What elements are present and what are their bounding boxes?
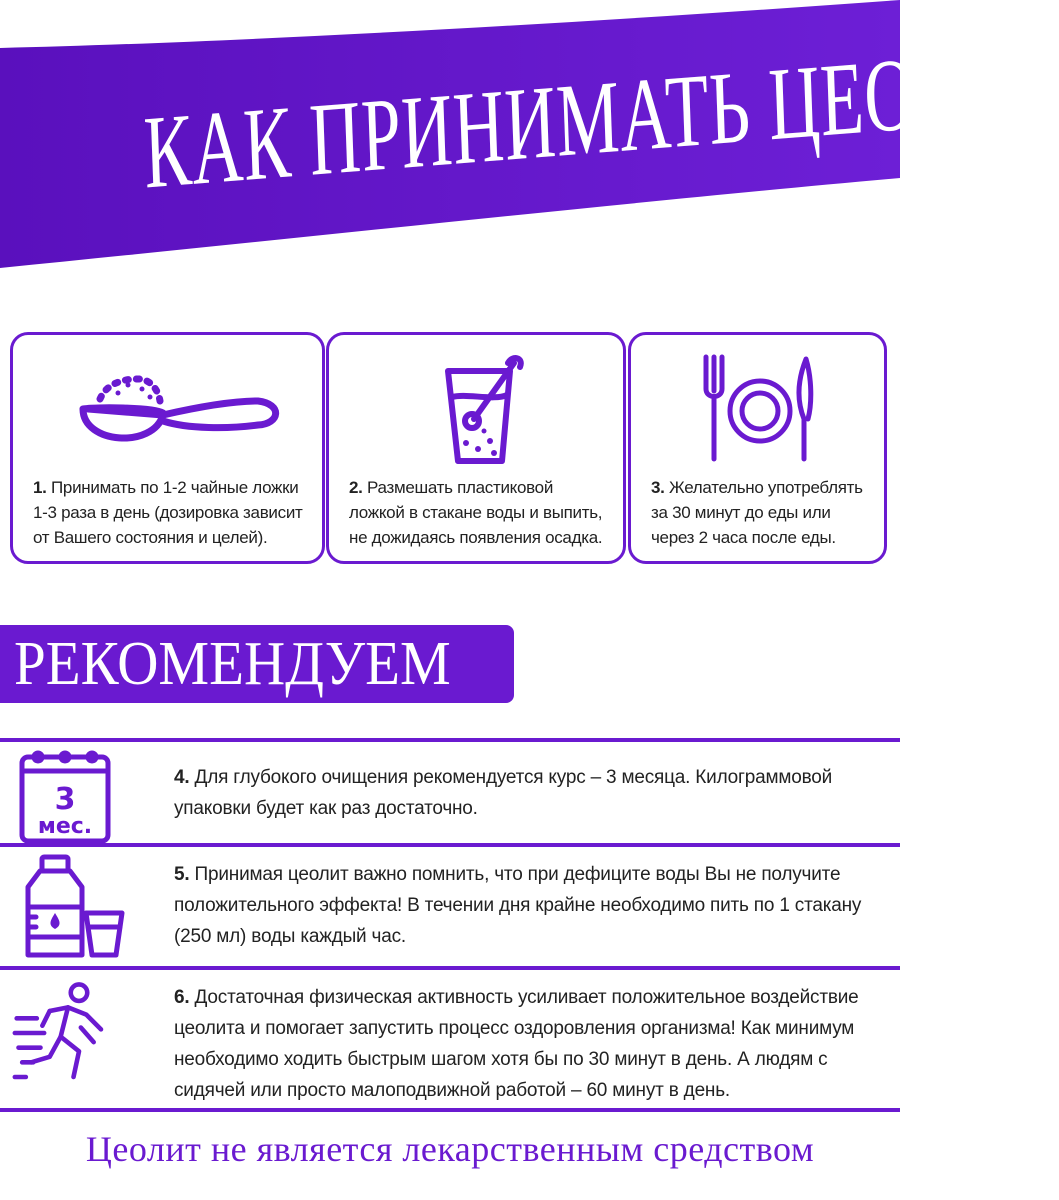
- row-4-text: 4. Для глубокого очищения рекомендуется курс – 3 месяца. Килограммовой упаковки будет как раз достаточно.: [174, 767, 833, 819]
- recommendation-row-6: [0, 970, 900, 1108]
- row-6-text: 6. Достаточная физическая активность усиливает положительное воздействие цеолита и помогает запустить процесс оздоровления организма! Как минимум необходимо ходить быстрым шагом хотя бы по 30 минут в день. А людям с сидячей или просто малоподвижной работой – 60 минут в день.: [174, 987, 859, 1101]
- water-bottle-icon: [8, 851, 128, 961]
- spoon-icon: [13, 349, 322, 469]
- calendar-icon: [8, 742, 128, 852]
- svg-text:мес.: мес.: [37, 814, 93, 839]
- row-5-text: 5. Принимая цеолит важно помнить, что при дефиците воды Вы не получите положительного эффекта! В течении дня крайне необходимо пить по 1 стакану (250 мл) воды каждый час.: [174, 864, 862, 947]
- footer-disclaimer: Цеолит не является лекарственным средством: [85, 1129, 815, 1169]
- instruction-card-3: [628, 332, 887, 564]
- card-3-text: 3. Желательно употреблять за 30 минут до еды или через 2 часа после еды.: [651, 478, 863, 547]
- recommendation-row-4: [0, 742, 900, 843]
- card-2-text: 2. Размешать пластиковой ложкой в стакане воды и выпить, не дожидаясь появления осадка.: [349, 478, 603, 547]
- recommend-header: [0, 625, 514, 703]
- recommendation-row-5: [0, 847, 900, 966]
- plate-icon: [631, 349, 884, 469]
- divider-line: [0, 1108, 900, 1112]
- running-person-icon: [8, 978, 128, 1088]
- page-title: КАК ПРИНИМАТЬ ЦЕОЛИТ: [142, 25, 1059, 211]
- recommend-title: РЕКОМЕНДУЕМ: [14, 630, 451, 698]
- instruction-card-1: [10, 332, 325, 564]
- svg-text:3: 3: [54, 782, 76, 817]
- instruction-card-2: [326, 332, 626, 564]
- card-1-text: 1. Принимать по 1-2 чайные ложки 1-3 раза в день (дозировка зависит от Вашего состояния и целей).: [33, 478, 303, 547]
- glass-icon: [329, 349, 623, 469]
